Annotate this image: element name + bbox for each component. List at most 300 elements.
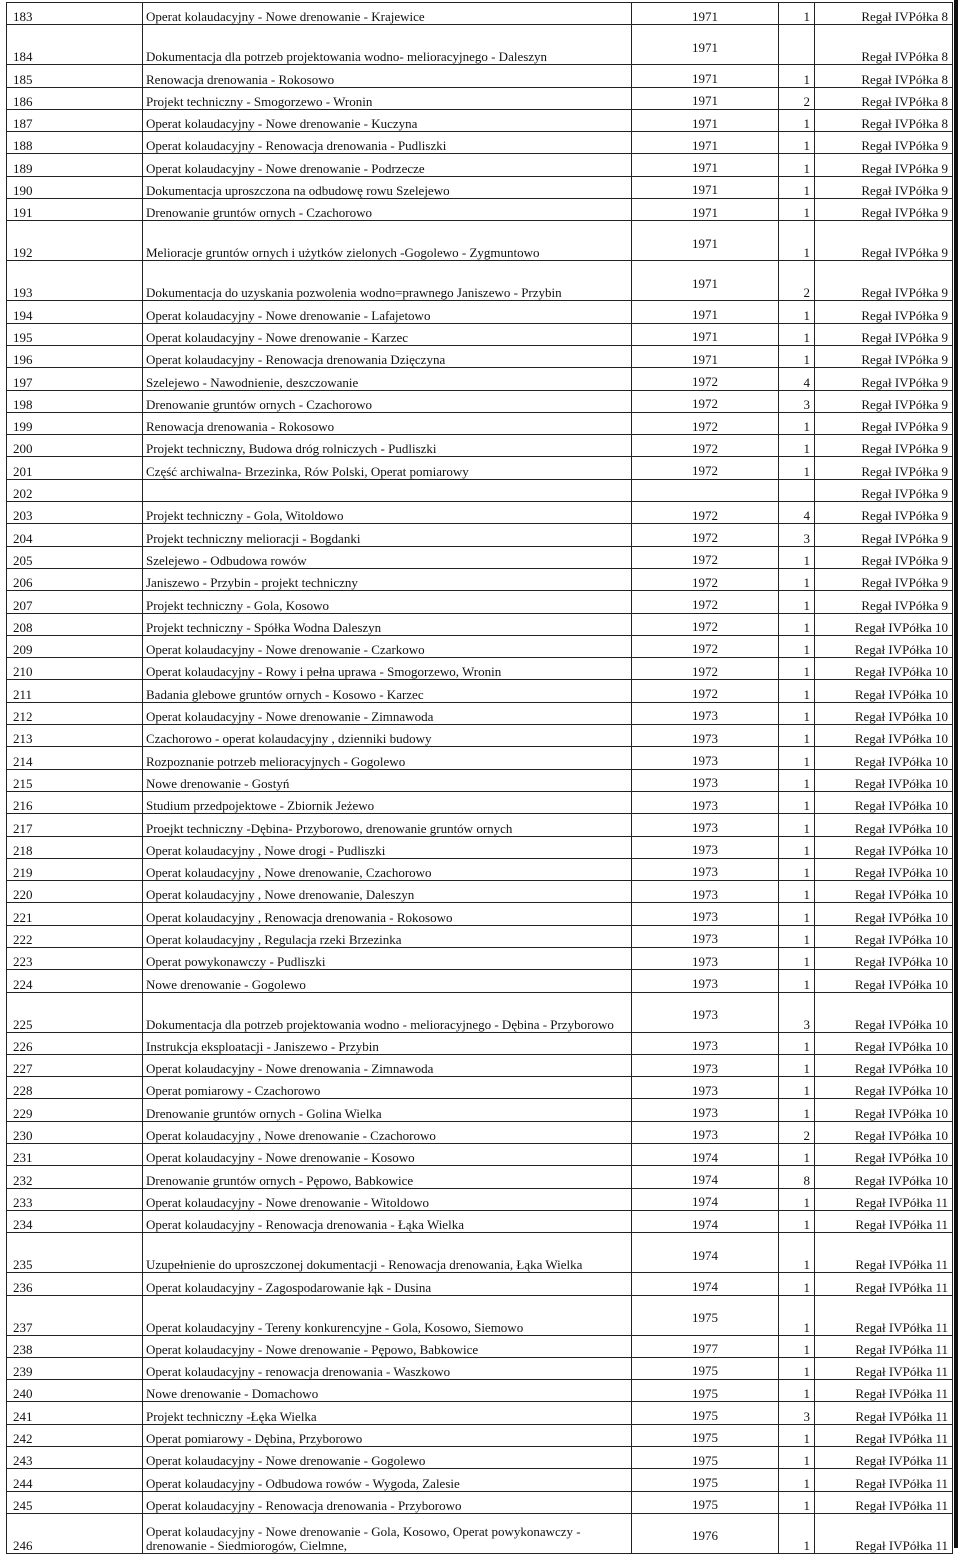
record-title: Operat kolaudacyjny - Zagospodarowanie łąk - Dusina <box>143 1273 632 1295</box>
record-year: 1972 <box>632 568 779 590</box>
record-location: Regał IVPółka 9 <box>815 261 953 301</box>
record-number: 220 <box>7 881 143 903</box>
record-number: 218 <box>7 836 143 858</box>
record-count: 1 <box>779 747 815 769</box>
record-title: Operat kolaudacyjny , Renowacja drenowania - Rokosowo <box>143 903 632 925</box>
record-title: Dokumentacja dla potrzeb projektowania wodno- melioracyjnego - Daleszyn <box>143 25 632 65</box>
record-count: 1 <box>779 568 815 590</box>
record-year: 1971 <box>632 221 779 261</box>
table-row <box>7 881 953 903</box>
record-count: 1 <box>779 1295 815 1335</box>
record-year: 1975 <box>632 1447 779 1469</box>
record-title: Operat kolaudacyjny , Nowe drogi - Pudliszki <box>143 836 632 858</box>
table-row <box>7 345 953 367</box>
record-count: 3 <box>779 524 815 546</box>
table-row <box>7 992 953 1032</box>
record-title: Operat kolaudacyjny - Nowe drenowanie - Gola, Kosowo, Operat powykonawczy - drenowanie - Siedmiorogów, Cielmne, <box>143 1513 632 1553</box>
record-title: Operat kolaudacyjny - Nowe drenowanie - Witoldowo <box>143 1188 632 1210</box>
record-location: Regał IVPółka 11 <box>815 1380 953 1402</box>
table-row <box>7 87 953 109</box>
record-number: 230 <box>7 1121 143 1143</box>
record-year: 1975 <box>632 1469 779 1491</box>
record-location: Regał IVPółka 10 <box>815 836 953 858</box>
record-title: Renowacja drenowania - Rokosowo <box>143 65 632 87</box>
record-count: 1 <box>779 199 815 221</box>
table-row <box>7 702 953 724</box>
record-title: Projekt techniczny - Gola, Kosowo <box>143 591 632 613</box>
record-year: 1974 <box>632 1166 779 1188</box>
record-count: 1 <box>779 1491 815 1513</box>
record-count: 8 <box>779 1166 815 1188</box>
record-title: Operat kolaudacyjny - Renowacja drenowania Dzięczyna <box>143 345 632 367</box>
table-row <box>7 221 953 261</box>
record-number: 229 <box>7 1099 143 1121</box>
table-row <box>7 261 953 301</box>
record-year: 1973 <box>632 992 779 1032</box>
record-count: 1 <box>779 457 815 479</box>
record-number: 216 <box>7 791 143 813</box>
record-count <box>779 479 815 501</box>
table-row <box>7 769 953 791</box>
table-row <box>7 1188 953 1210</box>
table-row <box>7 132 953 154</box>
record-year: 1971 <box>632 65 779 87</box>
record-year: 1973 <box>632 970 779 992</box>
record-number: 237 <box>7 1295 143 1335</box>
record-location: Regał IVPółka 10 <box>815 680 953 702</box>
record-title: Operat kolaudacyjny - Tereny konkurencyjne - Gola, Kosowo, Siemowo <box>143 1295 632 1335</box>
record-location: Regał IVPółka 10 <box>815 1077 953 1099</box>
record-title: Czachorowo - operat kolaudacyjny , dzienniki budowy <box>143 725 632 747</box>
table-row <box>7 1424 953 1446</box>
record-location: Regał IVPółka 9 <box>815 368 953 390</box>
record-title: Operat kolaudacyjny - Renowacja drenowania - Łąka Wielka <box>143 1210 632 1232</box>
record-number: 206 <box>7 568 143 590</box>
record-count: 1 <box>779 725 815 747</box>
archive-table-body <box>7 3 953 1554</box>
record-year: 1971 <box>632 109 779 131</box>
record-location: Regał IVPółka 10 <box>815 1121 953 1143</box>
record-number: 226 <box>7 1032 143 1054</box>
record-location: Regał IVPółka 11 <box>815 1357 953 1379</box>
record-count: 1 <box>779 814 815 836</box>
record-title: Operat kolaudacyjny - Nowe drenowanie - Gogolewo <box>143 1447 632 1469</box>
record-count: 2 <box>779 261 815 301</box>
record-title: Operat kolaudacyjny - Nowe drenowanie - Zimnawoda <box>143 702 632 724</box>
table-row <box>7 3 953 25</box>
archive-table <box>6 2 953 1554</box>
record-location: Regał IVPółka 11 <box>815 1233 953 1273</box>
record-number: 199 <box>7 412 143 434</box>
record-location: Regał IVPółka 10 <box>815 903 953 925</box>
table-row <box>7 323 953 345</box>
record-title: Instrukcja eksploatacji - Janiszewo - Przybin <box>143 1032 632 1054</box>
record-number: 200 <box>7 435 143 457</box>
record-number: 192 <box>7 221 143 261</box>
record-title: Operat kolaudacyjny - Renowacja drenowania - Pudliszki <box>143 132 632 154</box>
record-number: 244 <box>7 1469 143 1491</box>
record-number: 195 <box>7 323 143 345</box>
table-row <box>7 109 953 131</box>
record-year: 1975 <box>632 1357 779 1379</box>
record-number: 183 <box>7 3 143 25</box>
record-number: 186 <box>7 87 143 109</box>
record-count: 1 <box>779 323 815 345</box>
record-year: 1975 <box>632 1424 779 1446</box>
record-count: 1 <box>779 435 815 457</box>
record-number: 240 <box>7 1380 143 1402</box>
record-location: Regał IVPółka 8 <box>815 3 953 25</box>
record-title: Projekt techniczny -Łęka Wielka <box>143 1402 632 1424</box>
record-location: Regał IVPółka 10 <box>815 1099 953 1121</box>
table-row <box>7 680 953 702</box>
record-title: Renowacja drenowania - Rokosowo <box>143 412 632 434</box>
record-count <box>779 25 815 65</box>
record-count: 1 <box>779 1099 815 1121</box>
record-location: Regał IVPółka 9 <box>815 479 953 501</box>
record-location: Regał IVPółka 11 <box>815 1273 953 1295</box>
record-title: Projekt techniczny - Smogorzewo - Wronin <box>143 87 632 109</box>
record-title: Proejkt techniczny -Dębina- Przyborowo, drenowanie gruntów ornych <box>143 814 632 836</box>
table-row <box>7 814 953 836</box>
table-row <box>7 1210 953 1232</box>
record-count: 3 <box>779 1402 815 1424</box>
record-year: 1972 <box>632 412 779 434</box>
table-row <box>7 457 953 479</box>
record-location: Regał IVPółka 10 <box>815 925 953 947</box>
record-year: 1973 <box>632 1032 779 1054</box>
record-location: Regał IVPółka 11 <box>815 1188 953 1210</box>
record-count: 1 <box>779 635 815 657</box>
record-title <box>143 479 632 501</box>
record-year: 1973 <box>632 769 779 791</box>
record-count: 1 <box>779 412 815 434</box>
record-year: 1971 <box>632 87 779 109</box>
record-year: 1976 <box>632 1513 779 1553</box>
record-number: 210 <box>7 658 143 680</box>
record-title: Projekt techniczny, Budowa dróg rolniczych - Pudliszki <box>143 435 632 457</box>
record-count: 1 <box>779 301 815 323</box>
record-number: 213 <box>7 725 143 747</box>
record-title: Część archiwalna- Brzezinka, Rów Polski, Operat pomiarowy <box>143 457 632 479</box>
record-year: 1975 <box>632 1380 779 1402</box>
record-title: Operat pomiarowy - Dębina, Przyborowo <box>143 1424 632 1446</box>
record-location: Regał IVPółka 9 <box>815 435 953 457</box>
record-count: 1 <box>779 1054 815 1076</box>
record-title: Operat kolaudacyjny - Nowe drenowanie - Lafajetowo <box>143 301 632 323</box>
record-year: 1973 <box>632 858 779 880</box>
record-location: Regał IVPółka 10 <box>815 970 953 992</box>
record-year: 1972 <box>632 368 779 390</box>
record-location: Regał IVPółka 10 <box>815 947 953 969</box>
record-number: 228 <box>7 1077 143 1099</box>
record-title: Badania glebowe gruntów ornych - Kosowo - Karzec <box>143 680 632 702</box>
record-title: Operat kolaudacyjny - Nowe drenowanie - Podrzecze <box>143 154 632 176</box>
record-number: 185 <box>7 65 143 87</box>
record-number: 197 <box>7 368 143 390</box>
record-count: 1 <box>779 881 815 903</box>
record-location: Regał IVPółka 9 <box>815 457 953 479</box>
table-row <box>7 791 953 813</box>
record-year: 1971 <box>632 25 779 65</box>
record-number: 198 <box>7 390 143 412</box>
record-year: 1971 <box>632 345 779 367</box>
table-row <box>7 199 953 221</box>
record-location: Regał IVPółka 10 <box>815 725 953 747</box>
record-year: 1972 <box>632 390 779 412</box>
record-count: 1 <box>779 591 815 613</box>
record-count: 3 <box>779 390 815 412</box>
record-title: Operat kolaudacyjny - Nowe drenowanie - Kosowo <box>143 1144 632 1166</box>
record-count: 1 <box>779 3 815 25</box>
record-title: Operat kolaudacyjny , Regulacja rzeki Brzezinka <box>143 925 632 947</box>
record-number: 203 <box>7 502 143 524</box>
record-title: Operat kolaudacyjny , Nowe drenowanie, Daleszyn <box>143 881 632 903</box>
record-year: 1972 <box>632 502 779 524</box>
table-row <box>7 1054 953 1076</box>
record-year: 1971 <box>632 323 779 345</box>
record-location: Regał IVPółka 10 <box>815 1032 953 1054</box>
record-number: 238 <box>7 1335 143 1357</box>
record-year: 1973 <box>632 791 779 813</box>
table-row <box>7 1099 953 1121</box>
record-year: 1974 <box>632 1210 779 1232</box>
record-location: Regał IVPółka 9 <box>815 323 953 345</box>
record-location: Regał IVPółka 9 <box>815 546 953 568</box>
record-count: 1 <box>779 1424 815 1446</box>
record-year: 1972 <box>632 546 779 568</box>
record-number: 202 <box>7 479 143 501</box>
record-number: 194 <box>7 301 143 323</box>
record-count: 1 <box>779 221 815 261</box>
record-count: 1 <box>779 1357 815 1379</box>
record-title: Uzupełnienie do uproszczonej dokumentacji - Renowacja drenowania, Łąka Wielka <box>143 1233 632 1273</box>
record-year: 1974 <box>632 1233 779 1273</box>
record-count: 1 <box>779 791 815 813</box>
record-year: 1973 <box>632 947 779 969</box>
record-count: 1 <box>779 1273 815 1295</box>
record-title: Projekt techniczny - Gola, Witoldowo <box>143 502 632 524</box>
record-location: Regał IVPółka 8 <box>815 87 953 109</box>
record-title: Operat kolaudacyjny - Nowe drenowanie - Czarkowo <box>143 635 632 657</box>
record-year: 1973 <box>632 903 779 925</box>
record-count: 4 <box>779 368 815 390</box>
record-title: Operat kolaudacyjny - Renowacja drenowania - Przyborowo <box>143 1491 632 1513</box>
record-count: 1 <box>779 947 815 969</box>
table-row <box>7 435 953 457</box>
record-count: 1 <box>779 1077 815 1099</box>
record-title: Projekt techniczny - Spółka Wodna Daleszyn <box>143 613 632 635</box>
record-number: 204 <box>7 524 143 546</box>
table-row <box>7 1144 953 1166</box>
table-row <box>7 836 953 858</box>
record-location: Regał IVPółka 8 <box>815 109 953 131</box>
record-location: Regał IVPółka 8 <box>815 25 953 65</box>
table-row <box>7 1032 953 1054</box>
record-location: Regał IVPółka 10 <box>815 613 953 635</box>
record-year: 1972 <box>632 591 779 613</box>
record-count: 1 <box>779 1513 815 1553</box>
record-location: Regał IVPółka 10 <box>815 791 953 813</box>
record-location: Regał IVPółka 9 <box>815 199 953 221</box>
record-location: Regał IVPółka 9 <box>815 176 953 198</box>
record-year: 1972 <box>632 680 779 702</box>
record-year: 1975 <box>632 1402 779 1424</box>
table-row <box>7 1166 953 1188</box>
record-title: Operat kolaudacyjny - Odbudowa rowów - Wygoda, Zalesie <box>143 1469 632 1491</box>
record-title: Drenowanie gruntów ornych - Czachorowo <box>143 390 632 412</box>
record-year: 1971 <box>632 199 779 221</box>
record-year: 1972 <box>632 613 779 635</box>
record-location: Regał IVPółka 11 <box>815 1491 953 1513</box>
record-title: Studium przedpojektowe - Zbiornik Jeżewo <box>143 791 632 813</box>
record-location: Regał IVPółka 9 <box>815 524 953 546</box>
record-location: Regał IVPółka 11 <box>815 1210 953 1232</box>
record-number: 209 <box>7 635 143 657</box>
record-number: 201 <box>7 457 143 479</box>
record-title: Drenowanie gruntów ornych - Golina Wielka <box>143 1099 632 1121</box>
record-number: 184 <box>7 25 143 65</box>
record-location: Regał IVPółka 10 <box>815 858 953 880</box>
record-count: 1 <box>779 1447 815 1469</box>
record-number: 211 <box>7 680 143 702</box>
record-number: 217 <box>7 814 143 836</box>
table-row <box>7 858 953 880</box>
record-location: Regał IVPółka 9 <box>815 412 953 434</box>
record-year: 1973 <box>632 747 779 769</box>
record-number: 215 <box>7 769 143 791</box>
record-number: 212 <box>7 702 143 724</box>
record-number: 221 <box>7 903 143 925</box>
record-title: Nowe drenowanie - Gostyń <box>143 769 632 791</box>
record-number: 231 <box>7 1144 143 1166</box>
record-count: 2 <box>779 1121 815 1143</box>
table-row <box>7 1077 953 1099</box>
record-location: Regał IVPółka 10 <box>815 747 953 769</box>
record-number: 189 <box>7 154 143 176</box>
table-row <box>7 1295 953 1335</box>
table-row <box>7 1491 953 1513</box>
record-count: 1 <box>779 1380 815 1402</box>
table-row <box>7 1233 953 1273</box>
table-row <box>7 1335 953 1357</box>
record-location: Regał IVPółka 10 <box>815 1166 953 1188</box>
record-year: 1972 <box>632 635 779 657</box>
table-row <box>7 1380 953 1402</box>
record-title: Drenowanie gruntów ornych - Pępowo, Babkowice <box>143 1166 632 1188</box>
record-location: Regał IVPółka 9 <box>815 132 953 154</box>
record-year: 1974 <box>632 1273 779 1295</box>
record-location: Regał IVPółka 10 <box>815 658 953 680</box>
record-location: Regał IVPółka 11 <box>815 1335 953 1357</box>
record-count: 1 <box>779 154 815 176</box>
table-row <box>7 25 953 65</box>
record-title: Operat pomiarowy - Czachorowo <box>143 1077 632 1099</box>
record-number: 191 <box>7 199 143 221</box>
table-row <box>7 524 953 546</box>
record-year: 1973 <box>632 925 779 947</box>
record-year: 1971 <box>632 3 779 25</box>
record-title: Operat powykonawczy - Pudliszki <box>143 947 632 969</box>
record-title: Operat kolaudacyjny - Nowe drenowanie - Karzec <box>143 323 632 345</box>
record-location: Regał IVPółka 11 <box>815 1447 953 1469</box>
record-year: 1973 <box>632 814 779 836</box>
table-row <box>7 301 953 323</box>
record-year: 1972 <box>632 435 779 457</box>
record-count: 1 <box>779 970 815 992</box>
record-count: 1 <box>779 702 815 724</box>
record-count: 1 <box>779 1469 815 1491</box>
record-year: 1973 <box>632 702 779 724</box>
table-row <box>7 546 953 568</box>
table-row <box>7 368 953 390</box>
record-location: Regał IVPółka 9 <box>815 345 953 367</box>
record-location: Regał IVPółka 9 <box>815 154 953 176</box>
table-row <box>7 591 953 613</box>
record-count: 1 <box>779 1335 815 1357</box>
record-location: Regał IVPółka 10 <box>815 992 953 1032</box>
record-title: Operat kolaudacyjny , Nowe drenowanie - Czachorowo <box>143 1121 632 1143</box>
record-location: Regał IVPółka 9 <box>815 221 953 261</box>
record-location: Regał IVPółka 10 <box>815 814 953 836</box>
table-row <box>7 658 953 680</box>
record-count: 1 <box>779 858 815 880</box>
record-year: 1971 <box>632 261 779 301</box>
record-number: 196 <box>7 345 143 367</box>
record-year: 1973 <box>632 836 779 858</box>
record-title: Operat kolaudacyjny - Nowe drenowanie - Krajewice <box>143 3 632 25</box>
table-row <box>7 1357 953 1379</box>
record-year: 1977 <box>632 1335 779 1357</box>
record-title: Operat kolaudacyjny - Nowe drenowania - Zimnawoda <box>143 1054 632 1076</box>
record-location: Regał IVPółka 9 <box>815 568 953 590</box>
table-row <box>7 412 953 434</box>
table-row <box>7 1469 953 1491</box>
record-number: 235 <box>7 1233 143 1273</box>
record-year: 1974 <box>632 1188 779 1210</box>
record-location: Regał IVPółka 10 <box>815 881 953 903</box>
record-count: 3 <box>779 992 815 1032</box>
record-title: Operat kolaudacyjny - renowacja drenowania - Waszkowo <box>143 1357 632 1379</box>
record-title: Dokumentacja dla potrzeb projektowania wodno - melioracyjnego - Dębina - Przyborowo <box>143 992 632 1032</box>
table-row <box>7 725 953 747</box>
record-year: 1972 <box>632 658 779 680</box>
record-location: Regał IVPółka 8 <box>815 65 953 87</box>
record-title: Dokumentacja uproszczona na odbudowę rowu Szelejewo <box>143 176 632 198</box>
record-number: 219 <box>7 858 143 880</box>
page-edge-bar <box>954 0 958 1548</box>
table-row <box>7 1447 953 1469</box>
table-row <box>7 1402 953 1424</box>
record-year: 1972 <box>632 457 779 479</box>
table-row <box>7 176 953 198</box>
record-location: Regał IVPółka 10 <box>815 1054 953 1076</box>
record-title: Szelejewo - Odbudowa rowów <box>143 546 632 568</box>
table-row <box>7 613 953 635</box>
table-row <box>7 1121 953 1143</box>
record-title: Rozpoznanie potrzeb melioracyjnych - Gogolewo <box>143 747 632 769</box>
record-count: 1 <box>779 903 815 925</box>
record-year: 1971 <box>632 154 779 176</box>
record-year: 1973 <box>632 1099 779 1121</box>
record-number: 193 <box>7 261 143 301</box>
record-location: Regał IVPółka 9 <box>815 502 953 524</box>
record-count: 1 <box>779 680 815 702</box>
record-number: 208 <box>7 613 143 635</box>
record-year: 1972 <box>632 524 779 546</box>
record-title: Operat kolaudacyjny - Nowe drenowanie - Pępowo, Babkowice <box>143 1335 632 1357</box>
record-count: 4 <box>779 502 815 524</box>
